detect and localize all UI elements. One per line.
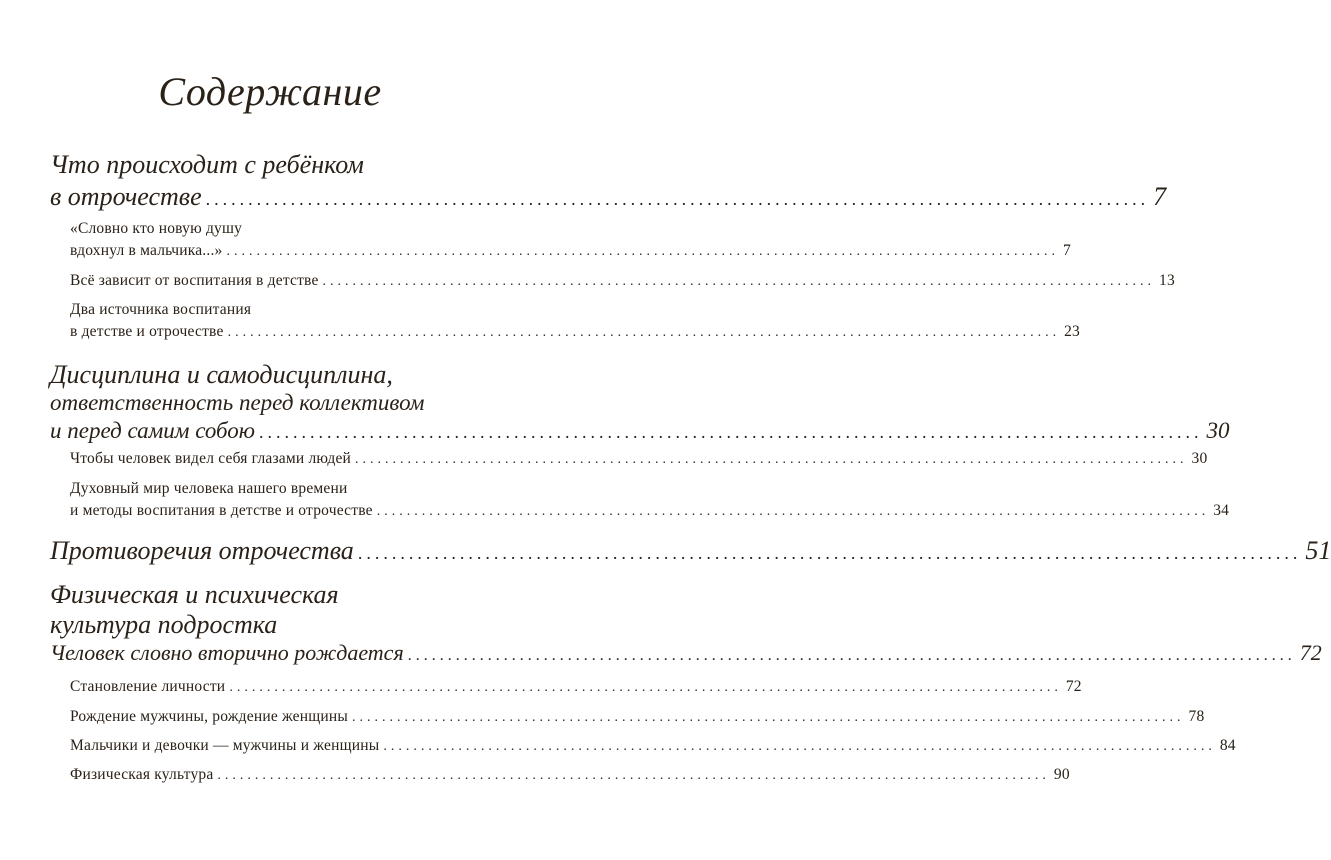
toc-item-4-1-line1: Становление личности [70, 678, 226, 695]
dot-leader: ............................................................................................................... [229, 680, 1062, 695]
toc-section-1-title-line2-row [50, 182, 1167, 214]
dot-leader: ............................................................................................................... [226, 244, 1059, 259]
toc-section-2-title-line1: Дисциплина и самодисциплина, [50, 360, 393, 389]
toc-section-2-title-line3: и перед самим собою [50, 418, 256, 443]
dot-leader: ............................................................................................................... [322, 274, 1156, 289]
toc-item-4-3-line1: Мальчики и девочки — мужчины и женщины [70, 737, 380, 754]
toc-item-2-2[interactable] [70, 478, 1230, 522]
toc-item-1-3-page: 23 [1064, 323, 1080, 340]
toc-item-1-1-page: 7 [1062, 242, 1071, 259]
toc-item-1-3-line1: Два источника воспитания [70, 301, 252, 318]
toc-section-4-title-line2: культура подростка [50, 610, 278, 639]
dot-leader: ............................................................................................................... [383, 739, 1216, 754]
toc-section-3-row [50, 536, 1331, 568]
toc-item-4-3-row [70, 735, 1236, 758]
toc-item-1-2-row [70, 270, 1175, 293]
toc-section-4-title-line1: Физическая и психическая [50, 580, 339, 609]
toc-item-2-2-page: 34 [1213, 502, 1230, 519]
dot-leader: ............................................................................................................... [357, 543, 1302, 563]
toc-item-1-1-row [70, 240, 1071, 263]
toc-section-1-title-line2: в отрочестве [50, 182, 202, 211]
toc-item-2-1-row [70, 448, 1208, 471]
dot-leader: ............................................................................................................... [205, 189, 1150, 209]
dot-leader: ............................................................................................................... [407, 647, 1296, 664]
toc-item-4-2[interactable] [70, 706, 1205, 728]
toc-item-2-2-row [70, 500, 1230, 523]
dot-leader: ............................................................................................................... [217, 768, 1050, 783]
toc-item-4-1-page: 72 [1065, 678, 1082, 695]
toc-section-1[interactable] [50, 150, 1167, 212]
toc-section-2[interactable] [50, 360, 1230, 452]
toc-section-2-title-line2: ответственность перед коллективом [50, 390, 425, 415]
dot-leader: ............................................................................................................... [352, 710, 1185, 725]
toc-section-2-page: 30 [1206, 418, 1230, 443]
toc-section-3-page: 51 [1305, 536, 1331, 565]
toc-section-2-row [50, 416, 1230, 447]
toc-section-3[interactable] [50, 536, 1331, 568]
toc-item-4-4[interactable] [70, 764, 1070, 786]
toc-section-3-title: Противоречия отрочества [50, 536, 354, 565]
toc-item-2-1-line1: Чтобы человек видел себя глазами людей [70, 450, 352, 467]
toc-item-4-1[interactable] [70, 676, 1082, 698]
toc-item-4-4-line1: Физическая культура [70, 766, 214, 783]
toc-item-1-2[interactable] [70, 270, 1175, 292]
toc-item-1-1[interactable] [70, 218, 1071, 262]
toc-section-1-page: 7 [1153, 182, 1167, 211]
toc-item-1-3-line2: в детстве и отрочестве [70, 323, 224, 340]
toc-item-1-1-line2: вдохнул в мальчика...» [70, 242, 223, 259]
toc-item-4-4-page: 90 [1053, 766, 1070, 783]
toc-item-2-1[interactable] [70, 448, 1208, 470]
toc-subsection-4[interactable] [50, 640, 1322, 666]
toc-item-4-1-row [70, 676, 1082, 699]
toc-subsection-4-title: Человек словно вторично рождается [50, 640, 404, 665]
dot-leader: ............................................................................................................... [376, 504, 1210, 519]
toc-section-1-title-line1: Что происходит с ребёнком [50, 150, 364, 179]
toc-item-1-1-line1: «Словно кто новую душу [70, 220, 243, 237]
toc-item-2-2-line2: и методы воспитания в детстве и отрочестве [70, 502, 373, 519]
toc-section-4[interactable] [50, 580, 512, 642]
toc-item-1-2-page: 13 [1159, 272, 1175, 289]
dot-leader: ............................................................................................................... [227, 325, 1061, 340]
toc-item-1-2-line1: Всё зависит от воспитания в детстве [70, 272, 319, 289]
toc-item-4-2-line1: Рождение мужчины, рождение женщины [70, 708, 348, 725]
page-title: Содержание [158, 69, 382, 114]
toc-item-4-2-row [70, 706, 1205, 729]
toc-subsection-4-row [50, 640, 1322, 669]
toc-item-4-4-row [70, 764, 1070, 787]
toc-item-4-3-page: 84 [1219, 737, 1236, 754]
toc-item-1-3-row [70, 321, 1080, 344]
toc-item-2-1-page: 30 [1191, 450, 1208, 467]
dot-leader: ............................................................................................................... [259, 422, 1203, 442]
toc-item-1-3[interactable] [70, 299, 1080, 343]
toc-item-2-2-line1: Духовный мир человека нашего времени [70, 480, 348, 497]
toc-item-4-3[interactable] [70, 735, 1236, 757]
toc-item-4-2-page: 78 [1188, 708, 1205, 725]
toc-subsection-4-page: 72 [1299, 640, 1322, 665]
dot-leader: ............................................................................................................... [355, 452, 1188, 467]
